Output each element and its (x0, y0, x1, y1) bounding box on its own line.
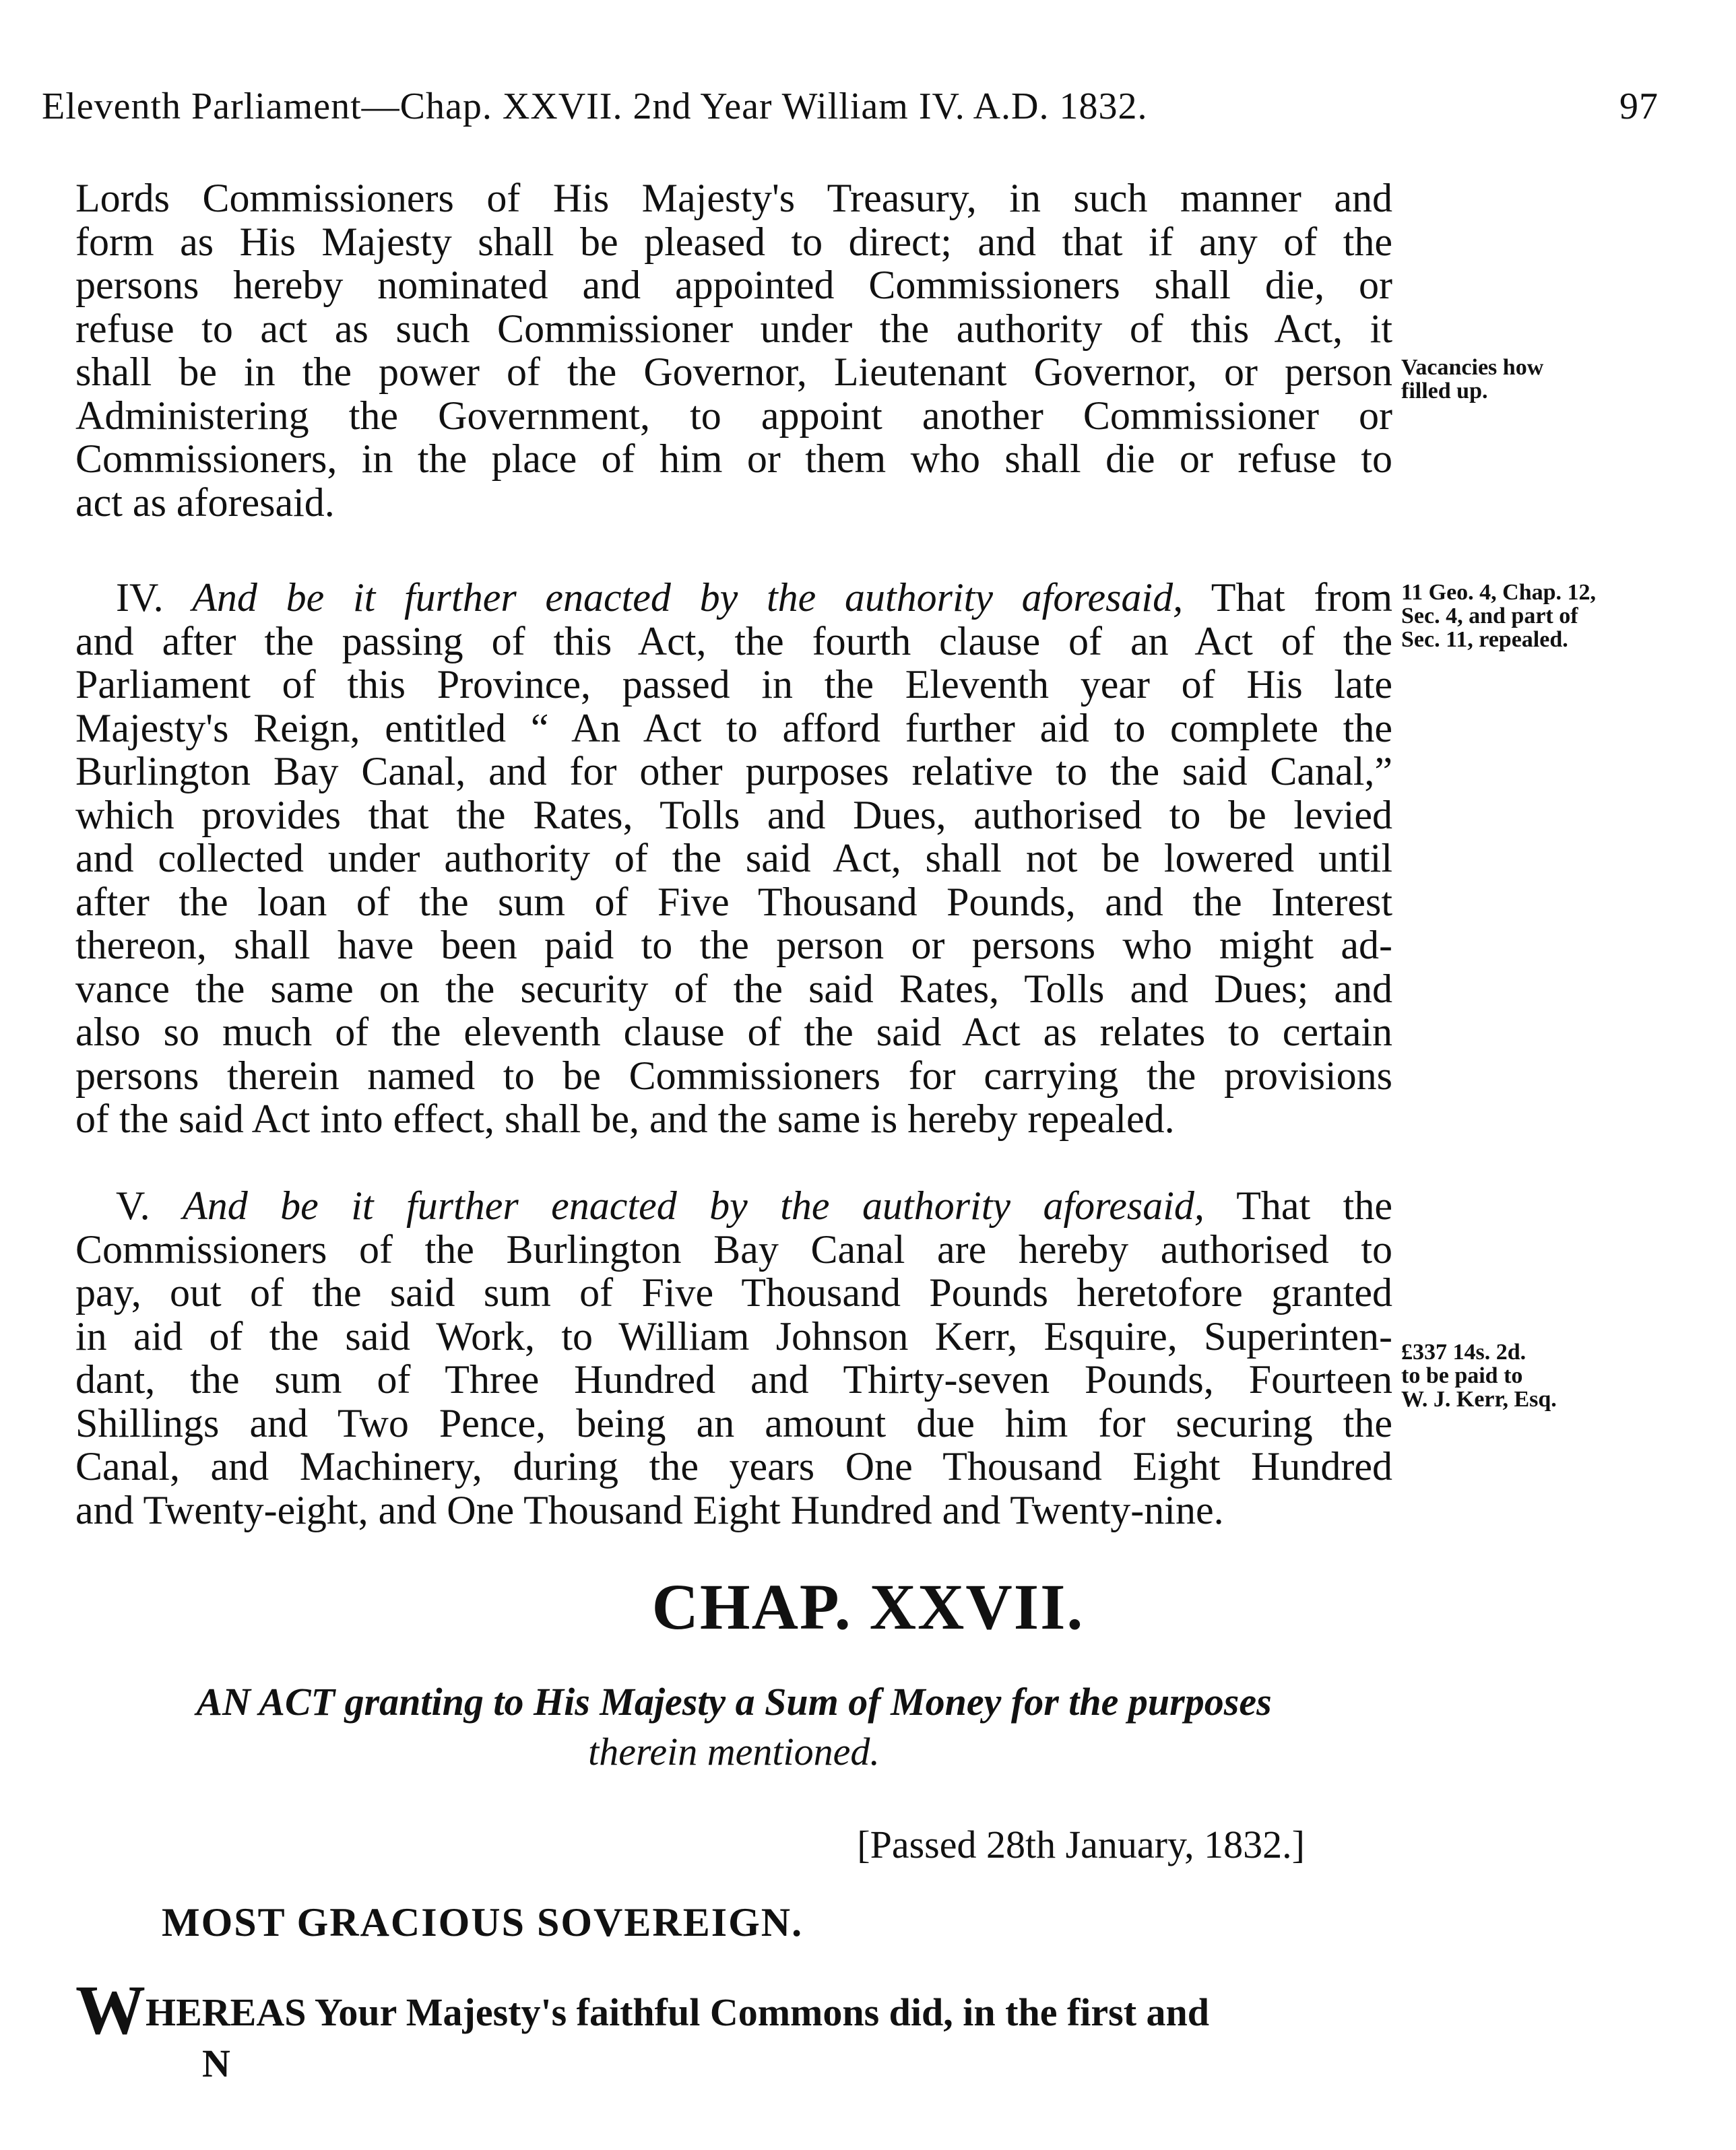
text-line: also so much of the eleventh clause of the said Act as relates to certain (75, 1010, 1392, 1054)
text-line: Commissioners of the Burlington Bay Canal are hereby authorised to (75, 1227, 1392, 1272)
passed-date: [Passed 28th January, 1832.] (857, 1823, 1305, 1866)
text-line: thereon, shall have been paid to the person or persons who might ad- (75, 923, 1392, 967)
text-line: Commissioners, in the place of him or them who shall die or refuse to (75, 436, 1392, 481)
text-line: form as His Majesty shall be pleased to direct; and that if any of the (75, 219, 1392, 264)
text-line: dant, the sum of Three Hundred and Thirty-seven Pounds, Fourteen (75, 1357, 1392, 1402)
section-v (75, 1184, 1392, 1532)
margin-note-line: Sec. 4, and part of (1401, 604, 1578, 628)
paragraph-continuation (75, 176, 1392, 524)
margin-note-payment (1401, 1340, 1691, 1411)
margin-note-line: W. J. Kerr, Esq. (1401, 1387, 1557, 1412)
section-first-line (75, 576, 1392, 620)
text-line: Parliament of this Province, passed in the Eleventh year of His late (75, 662, 1392, 707)
opening-text: HEREAS Your Majesty's faithful Commons did, in the first and (146, 1990, 1210, 2034)
margin-note-line: 11 Geo. 4, Chap. 12, (1401, 580, 1597, 605)
act-title-line: therein mentioned. (588, 1730, 880, 1773)
text-line: Lords Commissioners of His Majesty's Treasury, in such manner and (75, 176, 1392, 220)
text-line: of the said Act into effect, shall be, and the same is hereby repealed. (75, 1097, 1175, 1141)
margin-note-line: Vacancies how (1401, 355, 1544, 380)
text-line: and Twenty-eight, and One Thousand Eight Hundred and Twenty-nine. (75, 1487, 1224, 1532)
text-line: Shillings and Two Pence, being an amount due him for securing the (75, 1400, 1392, 1445)
text-line: Majesty's Reign, entitled “ An Act to afford further aid to complete the (75, 705, 1392, 750)
text-line: persons therein named to be Commissioners for carrying the provisions (75, 1053, 1392, 1098)
text-line: shall be in the power of the Governor, Lieutenant Governor, or person (75, 350, 1392, 394)
text-line: act as aforesaid. (75, 480, 335, 525)
margin-note-line: to be paid to (1401, 1363, 1523, 1388)
section-number: IV. (116, 575, 164, 620)
text-line: in aid of the said Work, to William Johnson Kerr, Esquire, Superinten- (75, 1313, 1392, 1359)
text-line: vance the same on the security of the said Rates, Tolls and Dues; and (75, 966, 1392, 1011)
enacting-clause: And be it further enacted by the authority aforesaid, (183, 1183, 1204, 1228)
section-iv (75, 576, 1392, 1141)
margin-note-repealed (1401, 581, 1691, 651)
text-line: Canal, and Machinery, during the years One Thousand Eight Hundred (75, 1444, 1392, 1489)
text-fragment: That the (1236, 1183, 1392, 1228)
chapter-heading: CHAP. XXVII. (651, 1571, 1085, 1643)
act-title (75, 1677, 1392, 1777)
text-fragment: That from (1211, 575, 1392, 620)
page-number: 97 (1619, 86, 1659, 127)
act-title-line: AN ACT granting to His Majesty a Sum of Money for the purposes (196, 1680, 1272, 1724)
text-line: which provides that the Rates, Tolls and Dues, authorised to be levied (75, 792, 1392, 837)
enacting-clause: And be it further enacted by the authority aforesaid, (192, 575, 1184, 620)
section-number: V. (116, 1183, 150, 1228)
margin-note-line: Sec. 11, repealed. (1401, 627, 1568, 652)
text-line: persons hereby nominated and appointed Commissioners shall die, or (75, 263, 1392, 307)
margin-note-vacancies (1401, 356, 1691, 403)
section-first-line (75, 1184, 1392, 1228)
text-line: after the loan of the sum of Five Thousand Pounds, and the Interest (75, 879, 1392, 924)
text-line: and collected under authority of the said Act, shall not be lowered until (75, 836, 1392, 880)
drop-cap: W (75, 1972, 146, 2049)
opening-line (75, 1970, 1409, 2050)
running-head (42, 85, 1659, 139)
text-line: refuse to act as such Commissioner under the authority of this Act, it (75, 306, 1392, 351)
salutation: MOST GRACIOUS SOVEREIGN. (162, 1900, 804, 1945)
text-line: and after the passing of this Act, the fourth clause of an Act of the (75, 618, 1392, 663)
signature-mark: N (202, 2042, 230, 2085)
running-head-title: Eleventh Parliament—Chap. XXVII. 2nd Year William IV. A.D. 1832. (42, 86, 1148, 127)
margin-note-line: filled up. (1401, 379, 1488, 403)
text-line: Burlington Bay Canal, and for other purposes relative to the said Canal,” (75, 749, 1392, 793)
text-line: Administering the Government, to appoint another Commissioner or (75, 393, 1392, 438)
text-line: pay, out of the said sum of Five Thousand Pounds heretofore granted (75, 1270, 1392, 1315)
margin-note-line: £337 14s. 2d. (1401, 1340, 1526, 1365)
